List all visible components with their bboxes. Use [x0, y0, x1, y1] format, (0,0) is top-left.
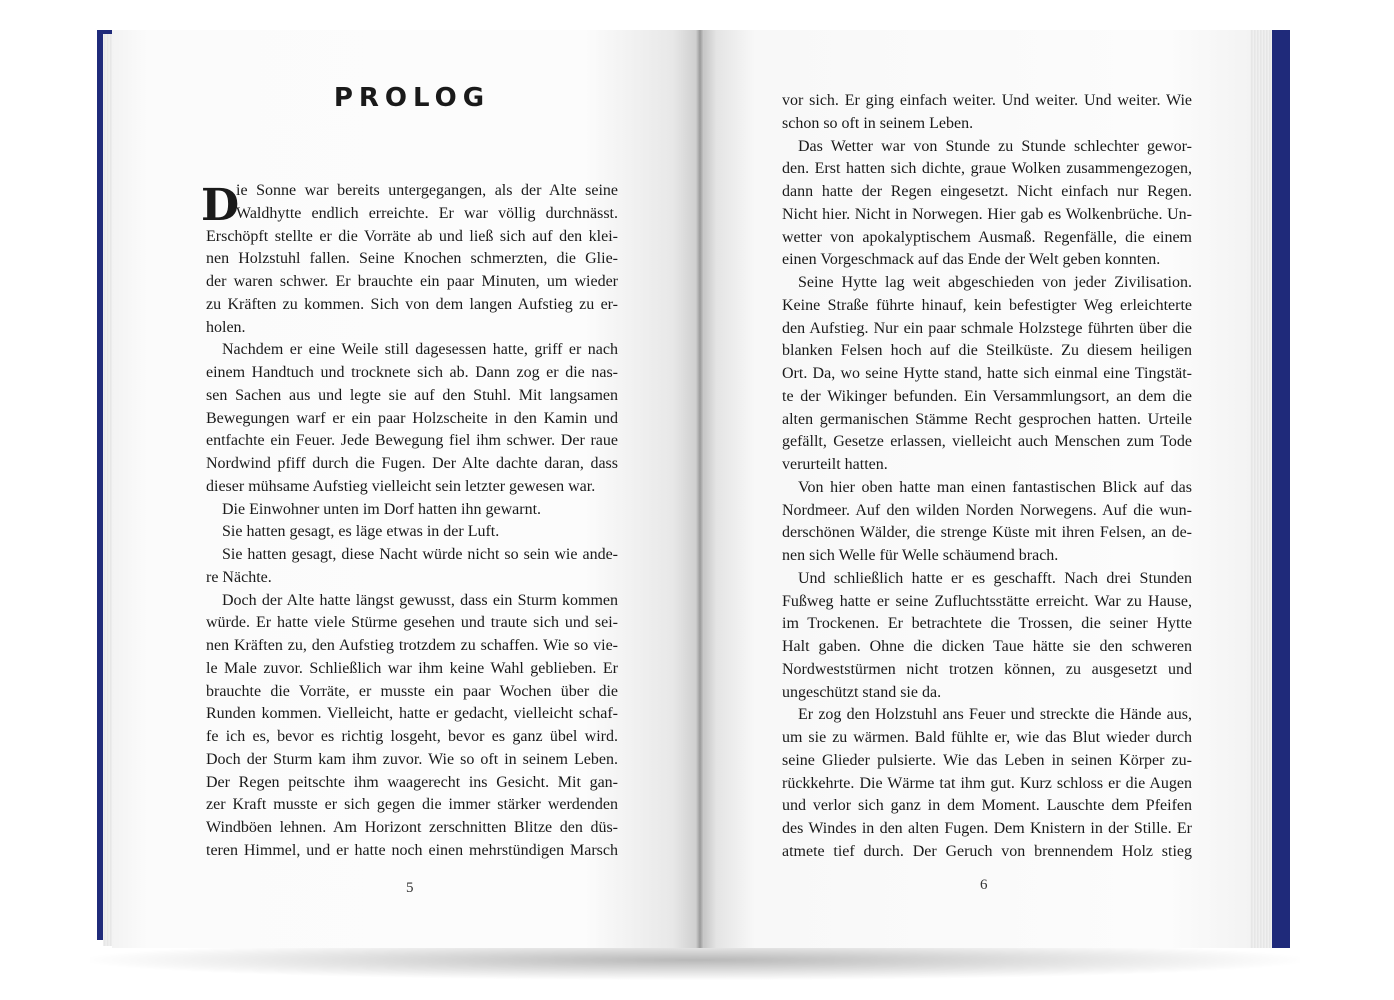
- text-line: derschönen Wälder, die strenge Küste mit ihren Felsen, an de-: [782, 524, 1192, 542]
- text-line: Keine Straße führte hinauf, kein befestigter Weg erleichterte: [782, 296, 1192, 314]
- text-line: Windböen lehnen. Am Horizont zerschnitten Blitze den düs-: [206, 819, 618, 836]
- text-line: Der Regen peitschte ihm waagerecht ins Gesicht. Mit gan-: [206, 773, 618, 791]
- text-line: und verlor sich ganz in dem Moment. Lauschte dem Pfeifen: [782, 797, 1192, 815]
- text-line: im Trockenen. Er betrachtete die Trossen, die seiner Hytte: [782, 615, 1192, 633]
- text-line: rückkehrte. Die Wärme tat ihm gut. Kurz schloss er die Augen: [782, 774, 1192, 792]
- text-line: seine Glieder pulsierte. Wie das Leben in seinen Körper zu-: [782, 751, 1192, 769]
- text-line: dann hatte der Regen eingesetzt. Nicht einfach nur Regen.: [782, 183, 1192, 200]
- text-line: Erschöpft stellte er die Vorräte ab und ließ sich auf den klei-: [206, 227, 618, 245]
- right-page-text: [782, 90, 1192, 864]
- text-line: nen Holzstuhl fallen. Seine Knochen schmerzten, die Glie-: [206, 250, 618, 268]
- drop-cap: D: [201, 180, 240, 231]
- text-line: ungeschützt stand sie da.: [782, 683, 942, 701]
- text-line: te der Wikinger befunden. Ein Versammlungsort, an dem die: [782, 387, 1192, 405]
- text-line: brauchte die Vorräte, er musste ein paar Wochen über die: [206, 682, 618, 700]
- text-line: nen sich Welle für Welle schäumend brach.: [782, 547, 1059, 564]
- text-line: alten germanischen Stämme Recht gesprochen hatten. Urteile: [782, 410, 1192, 428]
- text-line: teren Himmel, und er hatte noch einen mehrstündigen Marsch: [206, 841, 618, 859]
- text-line: Seine Hytte lag weit abgeschieden von jeder Zivilisation.: [798, 274, 1192, 291]
- text-line: gefällt, Gesetze erlassen, vielleicht auch Menschen zum Tode: [782, 433, 1192, 451]
- text-line: Nicht hier. Nicht in Norwegen. Hier gab es Wolkenbrüche. Un-: [782, 205, 1192, 223]
- left-page-text: [206, 180, 618, 863]
- text-line: Nordweststürmen nicht trotzen können, zu ausgesetzt und: [782, 660, 1192, 678]
- text-line: Bewegungen warf er ein paar Holzscheite in den Kamin und: [206, 409, 618, 427]
- text-line: verurteilt hatten.: [782, 456, 888, 473]
- text-line: Und schließlich hatte er es geschafft. Nach drei Stunden: [798, 569, 1192, 587]
- text-line: um sie zu wärmen. Bald fühlte er, wie das Blut wieder durch: [782, 729, 1192, 746]
- text-line: Nordwind pfiff durch die Fugen. Der Alte dachte daran, dass: [206, 455, 618, 472]
- text-line: ie Sonne war bereits untergegangen, als der Alte seine: [236, 182, 618, 199]
- text-line: vor sich. Er ging einfach weiter. Und weiter. Und weiter. Wie: [782, 92, 1192, 109]
- text-line: Sie hatten gesagt, diese Nacht würde nicht so sein wie ande-: [222, 546, 618, 563]
- book-gutter: [696, 30, 704, 948]
- text-line: holen.: [206, 318, 246, 336]
- text-line: Nordmeer. Auf den wilden Norden Norwegens. Auf die wun-: [782, 501, 1192, 519]
- text-line: Doch der Sturm kam ihm zuvor. Wie so oft in seinem Leben.: [206, 750, 618, 768]
- text-line: würde. Er hatte viele Stürme gesehen und traute sich und sei-: [206, 614, 618, 632]
- text-line: dieser mühsame Aufstieg vielleicht sein letzter gewesen war.: [206, 477, 596, 495]
- chapter-title: PROLOG: [333, 83, 491, 113]
- text-line: fe ich es, bevor es richtig losgeht, bevor es ganz übel wird.: [206, 728, 618, 745]
- text-line: Sie hatten gesagt, es läge etwas in der Luft.: [222, 523, 500, 541]
- text-line: Fußweg hatte er seine Zufluchtsstätte erreicht. War zu Hause,: [782, 592, 1192, 610]
- text-line: zu Kräften zu kommen. Sich von dem langen Aufstieg zu er-: [206, 295, 618, 313]
- page-number-right: 6: [980, 877, 988, 893]
- text-line: Von hier oben hatte man einen fantastischen Blick auf das: [798, 478, 1192, 496]
- text-line: den. Erst hatten sich dichte, graue Wolken zusammengezogen,: [782, 160, 1192, 178]
- text-line: atmete tief durch. Der Geruch von brennendem Holz stieg: [782, 842, 1192, 860]
- text-line: Halt gaben. Ohne die dicken Taue hätte sie den schweren: [782, 638, 1192, 655]
- text-line: des Windes in den alten Fugen. Dem Knistern in der Stille. Er: [782, 820, 1192, 837]
- text-line: Ort. Da, wo seine Hytte stand, hatte sich einmal eine Tingstät-: [782, 365, 1192, 382]
- text-line: wetter von apokalyptischem Ausmaß. Regenfälle, die einem: [782, 228, 1192, 246]
- text-line: Das Wetter war von Stunde zu Stunde schlechter gewor-: [798, 137, 1192, 155]
- text-line: Nachdem er eine Weile still dagesessen hatte, griff er nach: [222, 341, 618, 359]
- text-line: der waren schwer. Er brauchte ein paar Minuten, um wieder: [206, 273, 618, 290]
- text-line: sen Sachen aus und legte sie auf den Stuhl. Mit langsamen: [206, 386, 618, 404]
- text-line: den Aufstieg. Nur ein paar schmale Holzstege führten über die: [782, 319, 1192, 337]
- text-line: einem Handtuch und trocknete sich ab. Dann zog er die nas-: [206, 364, 618, 381]
- text-line: zer Kraft musste er sich gegen die immer stärker werdenden: [206, 796, 618, 814]
- text-line: Er zog den Holzstuhl ans Feuer und streckte die Hände aus,: [798, 706, 1192, 724]
- text-line: re Nächte.: [206, 568, 272, 586]
- text-line: Runden kommen. Vielleicht, hatte er gedacht, vielleicht schaf-: [206, 705, 618, 723]
- text-line: einen Vorgeschmack auf das Ende der Welt geben konnten.: [782, 251, 1161, 269]
- page-number-left: 5: [406, 880, 414, 896]
- text-line: Waldhytte endlich erreichte. Er war völlig durchnässt.: [236, 204, 618, 222]
- text-line: schon so oft in seinem Leben.: [782, 114, 974, 132]
- text-line: le Male zuvor. Schließlich war ihm keine Wahl geblieben. Er: [206, 659, 618, 677]
- text-line: Doch der Alte hatte längst gewusst, dass ein Sturm kommen: [222, 591, 618, 609]
- text-line: nen Kräften zu, den Aufstieg trotzdem zu schaffen. Wie so vie-: [206, 637, 618, 654]
- text-line: Die Einwohner unten im Dorf hatten ihn gewarnt.: [222, 500, 542, 518]
- text-line: blanken Felsen hoch auf die Steilküste. Zu diesem heiligen: [782, 342, 1192, 360]
- text-line: entfachte ein Feuer. Jede Bewegung fiel ihm schwer. Der raue: [206, 432, 618, 450]
